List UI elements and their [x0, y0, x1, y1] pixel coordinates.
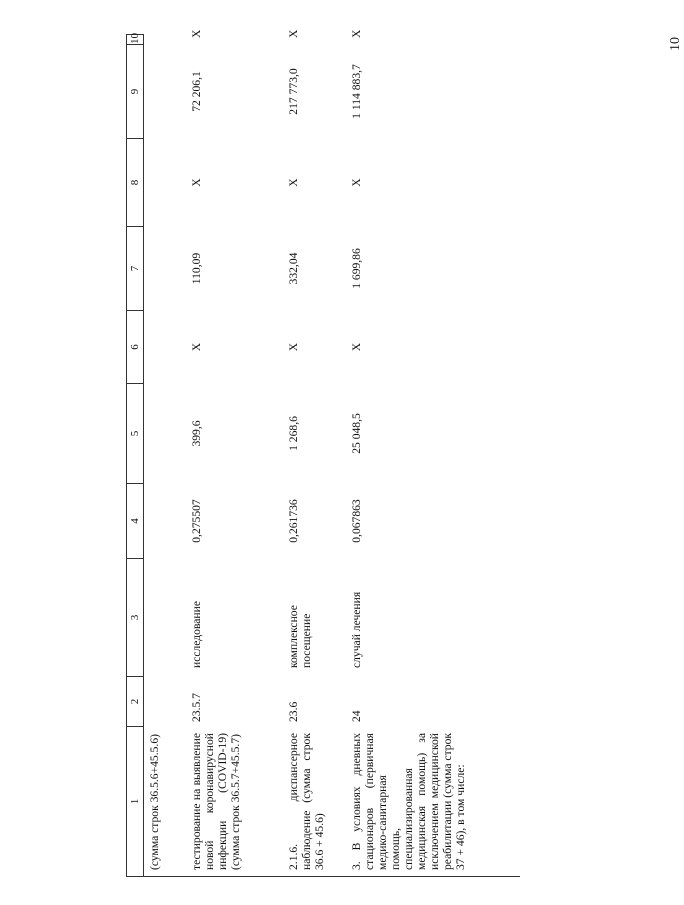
column-header: 9: [127, 45, 144, 139]
cell-x: X: [287, 178, 300, 187]
row-description: тестирование на выявление новой коронавирусной инфекции (COVID-19) (сумма строк 36.5.7+45.5.7): [185, 727, 282, 877]
cell-x: X: [190, 29, 203, 38]
cell-x: X: [350, 29, 363, 38]
volume-value: 0,275507: [190, 499, 203, 543]
total-value: 1 114 883,7: [350, 64, 363, 119]
total-value: 217 773,0: [287, 68, 300, 115]
cell-x: X: [287, 29, 300, 38]
per-capita-value: 110,09: [190, 252, 203, 285]
row-description: 2.1.6. диспансерное наблюдение (сумма строк 36.6 + 45.6): [282, 727, 345, 877]
column-header: 1: [127, 727, 144, 877]
column-header: 5: [127, 384, 144, 484]
cell-x: X: [190, 178, 203, 187]
cell-x: X: [350, 342, 363, 352]
table-row: [185, 35, 282, 877]
cost-per-unit: 25 048,5: [350, 413, 363, 454]
column-header: 3: [127, 559, 144, 677]
rotated-table-sheet: [126, 29, 626, 877]
cost-per-unit: 1 268,6: [287, 416, 300, 451]
cell-x: X: [190, 342, 203, 352]
row-code: 23.5.7: [190, 693, 203, 722]
table-row-continuation: [144, 35, 186, 877]
column-header: 8: [127, 139, 144, 227]
continuation-text: (сумма строк 36.5.6+45.5.6): [144, 727, 186, 877]
total-value: 72 206,1: [190, 71, 203, 112]
table-row: [345, 35, 520, 877]
column-header: 7: [127, 227, 144, 311]
row-code: 24: [350, 710, 363, 722]
column-header: 4: [127, 484, 144, 559]
per-capita-value: 1 699,86: [350, 248, 363, 289]
data-table: [126, 29, 520, 877]
column-header: 10: [127, 35, 144, 45]
unit-of-measure: случай лечения: [350, 591, 363, 668]
unit-of-measure: исследование: [190, 601, 203, 668]
row-description: 3. В условиях дневных стационаров (первичная медико-санитарная помощь, специализированная медицинская помощь) за исключением медицинской реабилитации (сумма строк 37 + 46), в том числе:: [345, 727, 520, 877]
row-code: 23.6: [287, 701, 300, 722]
per-capita-value: 332,04: [287, 252, 300, 285]
page-number: 10: [668, 37, 683, 51]
cell-x: X: [287, 342, 300, 352]
cost-per-unit: 399,6: [190, 420, 203, 447]
unit-of-measure: комплексное посещение: [287, 605, 313, 668]
volume-value: 0,067863: [350, 499, 363, 543]
volume-value: 0,261736: [287, 499, 300, 543]
column-header: 6: [127, 311, 144, 384]
cell-x: X: [350, 178, 363, 187]
header-row: [127, 35, 144, 877]
column-header: 2: [127, 677, 144, 727]
table-row: [282, 35, 345, 877]
